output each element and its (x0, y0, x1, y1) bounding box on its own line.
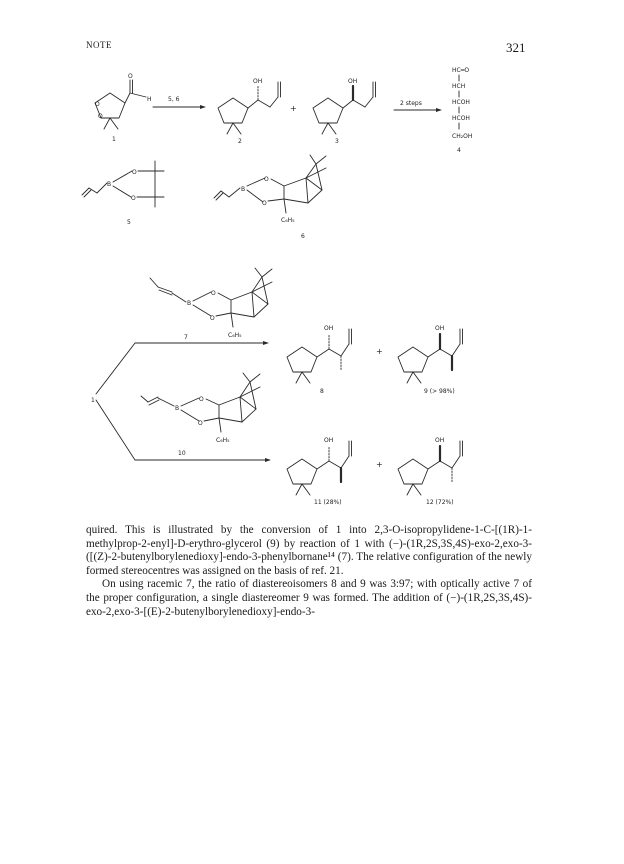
compound-8-structure (287, 325, 352, 383)
atom-o: O (95, 101, 100, 108)
compound-label-1: 1 (112, 136, 116, 143)
atom-o: O (198, 420, 203, 427)
atom-o: O (210, 315, 215, 322)
compound-12-structure (398, 437, 463, 495)
atom-o: O (98, 113, 103, 120)
compound-label-3: 3 (335, 138, 339, 145)
atom-b: B (107, 181, 112, 188)
compound-2-structure (218, 78, 281, 134)
phenyl-label: C₆H₅ (228, 332, 242, 339)
atom-b: B (187, 300, 192, 307)
hydroxyl-label: OH (324, 325, 334, 332)
compound-label-11: 11 (28%) (314, 499, 342, 506)
fischer-row-3: HCOH (452, 99, 470, 106)
fischer-row-2: HCH (452, 83, 466, 90)
atom-o: O (128, 73, 133, 80)
compound-label-12: 12 (72%) (426, 499, 454, 506)
plus-sign: + (376, 347, 383, 356)
paragraph-2: On using racemic 7, the ratio of diastereoisomers 8 and 9 was 3:97; with optically active 7 of the proper configuration, a single diastereomer 9 was formed. The addition of (−)-(1R,2S,3S,4S)-exo-2,exo-3-[(E)-2-butenylborylenedioxy]-endo-3- (86, 578, 532, 618)
phenyl-label: C₆H₅ (281, 217, 295, 224)
fischer-row-4: HCOH (452, 115, 470, 122)
atom-o: O (131, 195, 136, 202)
atom-o: O (262, 200, 267, 207)
fischer-row-5: CH₂OH (452, 133, 473, 140)
compound-5-structure (82, 161, 164, 207)
page-number: 321 (506, 40, 526, 55)
atom-o: O (264, 176, 269, 183)
reagent-label: 5, 6 (168, 96, 180, 103)
hydroxyl-label: OH (253, 78, 263, 85)
body-text (86, 524, 532, 619)
compound-7-structure (150, 268, 272, 339)
hydroxyl-label: OH (324, 437, 334, 444)
hydroxyl-label: OH (435, 325, 445, 332)
compound-10-structure (141, 373, 260, 444)
atom-b: B (175, 405, 180, 412)
compound-label-4: 4 (457, 147, 461, 154)
atom-b: B (241, 186, 246, 193)
plus-sign: + (290, 104, 297, 113)
compound-6-structure (214, 155, 326, 224)
paragraph-1: quired. This is illustrated by the conversion of 1 into 2,3-O-isopropylidene-1-C-[(1R)-1-methylprop-2-enyl]-D-erythro-glycerol (9) by reaction of 1 with (−)-(1R,2S,3S,4S)-exo-2,exo-3-([(Z)-2-butenylborylenedioxy]-endo-3-phenylbornane¹⁴ (7). The relative configuration of the newly formed stereocentres was assigned on the basis of ref. 21. (86, 524, 532, 577)
atom-o: O (211, 290, 216, 297)
compound-label-9: 9 (> 98%) (424, 388, 455, 395)
atom-h: H (147, 96, 152, 103)
compound-11-structure (287, 437, 352, 495)
compound-label-2: 2 (238, 138, 242, 145)
branch-origin-label: 1 (91, 397, 95, 404)
compound-4-structure (452, 67, 472, 140)
compound-3-structure (313, 78, 376, 134)
compound-label-10: 10 (178, 450, 186, 457)
atom-o: O (132, 169, 137, 176)
atom-o: O (199, 396, 204, 403)
compound-label-5: 5 (127, 219, 131, 226)
phenyl-label: C₆H₅ (216, 437, 230, 444)
compound-label-8: 8 (320, 388, 324, 395)
hydroxyl-label: OH (348, 78, 358, 85)
hydroxyl-label: OH (435, 437, 445, 444)
branch-line-upper (96, 343, 135, 394)
compound-9-structure (398, 325, 463, 383)
branch-line-lower (96, 400, 135, 460)
running-header: NOTE (86, 40, 112, 50)
compound-label-6: 6 (301, 233, 305, 240)
steps-label: 2 steps (400, 100, 422, 107)
fischer-row-1: HC═O (452, 67, 470, 74)
compound-1-structure (95, 73, 152, 129)
compound-label-7: 7 (184, 334, 188, 341)
plus-sign: + (376, 460, 383, 469)
